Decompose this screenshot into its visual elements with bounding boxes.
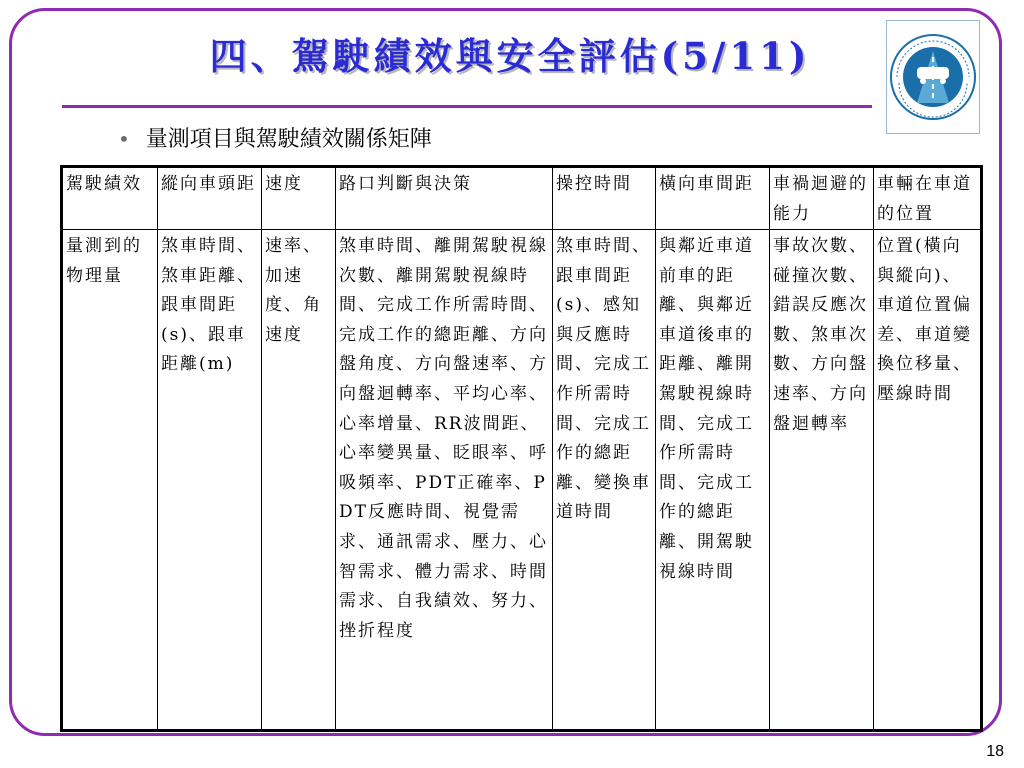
traffic-logo-icon xyxy=(886,20,980,134)
header-cell: 車禍迴避的能力 xyxy=(770,167,874,230)
table-header-row xyxy=(62,167,982,230)
table-cell: 量測到的物理量 xyxy=(62,230,158,731)
table-cell: 與鄰近車道前車的距離、與鄰近車道後車的距離、離開駕駛視線時間、完成工作所需時間、完成工作的總距離、開駕駛視線時間 xyxy=(656,230,770,731)
header-cell: 路口判斷與決策 xyxy=(336,167,553,230)
header-cell: 橫向車間距 xyxy=(656,167,770,230)
table-cell: 位置(橫向與縱向)、車道位置偏差、車道變換位移量、壓線時間 xyxy=(874,230,982,731)
bullet-item xyxy=(118,122,432,153)
title-divider xyxy=(62,105,872,108)
header-cell: 駕駛績效 xyxy=(62,167,158,230)
bullet-text: 量測項目與駕駛績效關係矩陣 xyxy=(145,127,432,152)
header-cell: 縱向車頭距 xyxy=(158,167,262,230)
slide-title: 四、駕駛績效與安全評估(5/11) xyxy=(209,34,811,78)
table-cell: 煞車時間、煞車距離、跟車間距(s)、跟車距離(m) xyxy=(158,230,262,731)
header-cell: 操控時間 xyxy=(553,167,656,230)
performance-matrix-table xyxy=(60,165,983,732)
page-number: 18 xyxy=(986,743,1004,760)
table-cell: 速率、加速度、角速度 xyxy=(262,230,336,731)
table-cell: 煞車時間、離開駕駛視線次數、離開駕駛視線時間、完成工作所需時間、完成工作的總距離、方向盤角度、方向盤速率、方向盤迴轉率、平均心率、心率增量、RR波間距、心率變異量、眨眼率、呼吸頻率、PDT正確率、PDT反應時間、視覺需求、通訊需求、壓力、心智需求、體力需求、時間需求、自我績效、努力、挫折程度 xyxy=(336,230,553,731)
table-cell: 煞車時間、跟車間距(s)、感知與反應時間、完成工作所需時間、完成工作的總距離、變換車道時間 xyxy=(553,230,656,731)
header-cell: 速度 xyxy=(262,167,336,230)
table-row xyxy=(62,230,982,731)
header-cell: 車輛在車道的位置 xyxy=(874,167,982,230)
table-cell: 事故次數、碰撞次數、錯誤反應次數、煞車次數、方向盤速率、方向盤迴轉率 xyxy=(770,230,874,731)
bullet-dot-icon: • xyxy=(118,127,130,151)
